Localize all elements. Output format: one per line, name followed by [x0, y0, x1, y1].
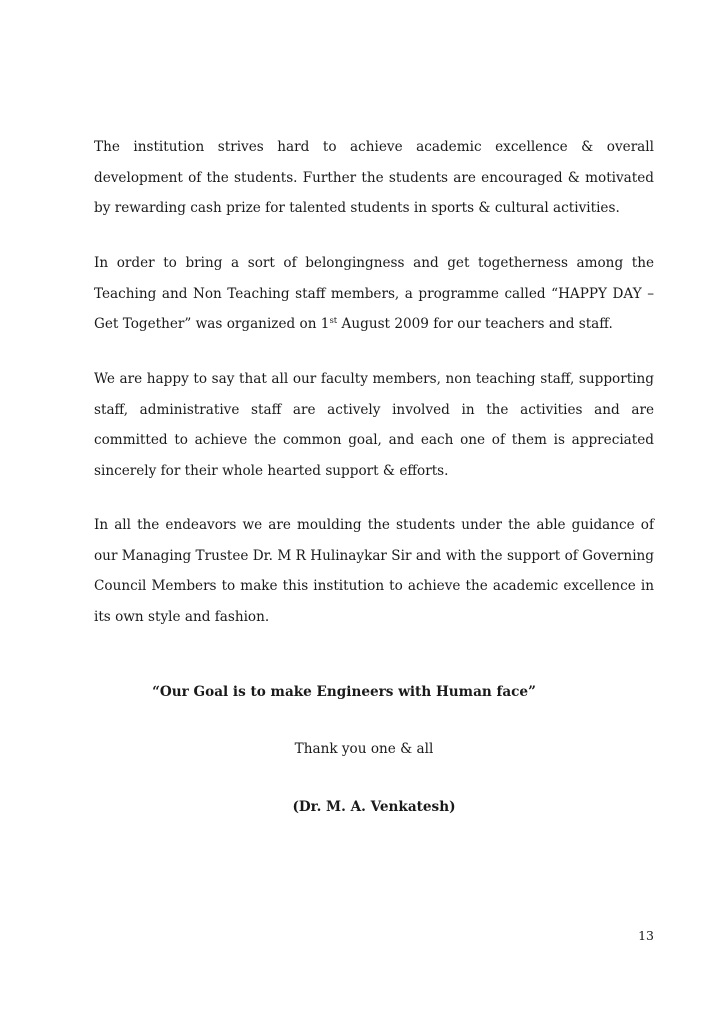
thanks-line: Thank you one & all [294, 741, 434, 757]
page-number: 13 [638, 928, 654, 943]
paragraph-text: In all the endeavors we are moulding the students under the able guidance of our Managing Trustee Dr. M R Hulinaykar Sir and with the support of Governing Council Members to make this institution to achieve the academic excellence in its own style and fashion. [94, 517, 654, 625]
paragraph-happy-day [94, 248, 654, 340]
paragraph-staff [94, 364, 654, 486]
paragraph-text: We are happy to say that all our faculty members, non teaching staff, supporting staff, administrative staff are actively involved in the activities and are committed to achieve the common goal, and each one of them is appreciated sincerely for their whole hearted support & efforts. [94, 371, 654, 479]
paragraph-guidance [94, 510, 654, 632]
paragraph-text: In order to bring a sort of belongingness and get togetherness among the Teaching and Non Teaching staff members, a programme called “HAPPY DAY – Get Together” was organized on 1 [94, 255, 654, 332]
paragraph-achievements [94, 132, 654, 224]
paragraph-text-continued: August 2009 for our teachers and staff. [337, 316, 613, 332]
ordinal-superscript: st [329, 315, 338, 326]
goal-quote: “Our Goal is to make Engineers with Human face” [152, 684, 536, 700]
paragraph-text: The institution strives hard to achieve academic excellence & overall development of the students. Further the students are encouraged & motivated by rewarding cash prize for talented students in sports & cultural activities. [94, 139, 654, 216]
signature-name: (Dr. M. A. Venkatesh) [292, 799, 456, 815]
